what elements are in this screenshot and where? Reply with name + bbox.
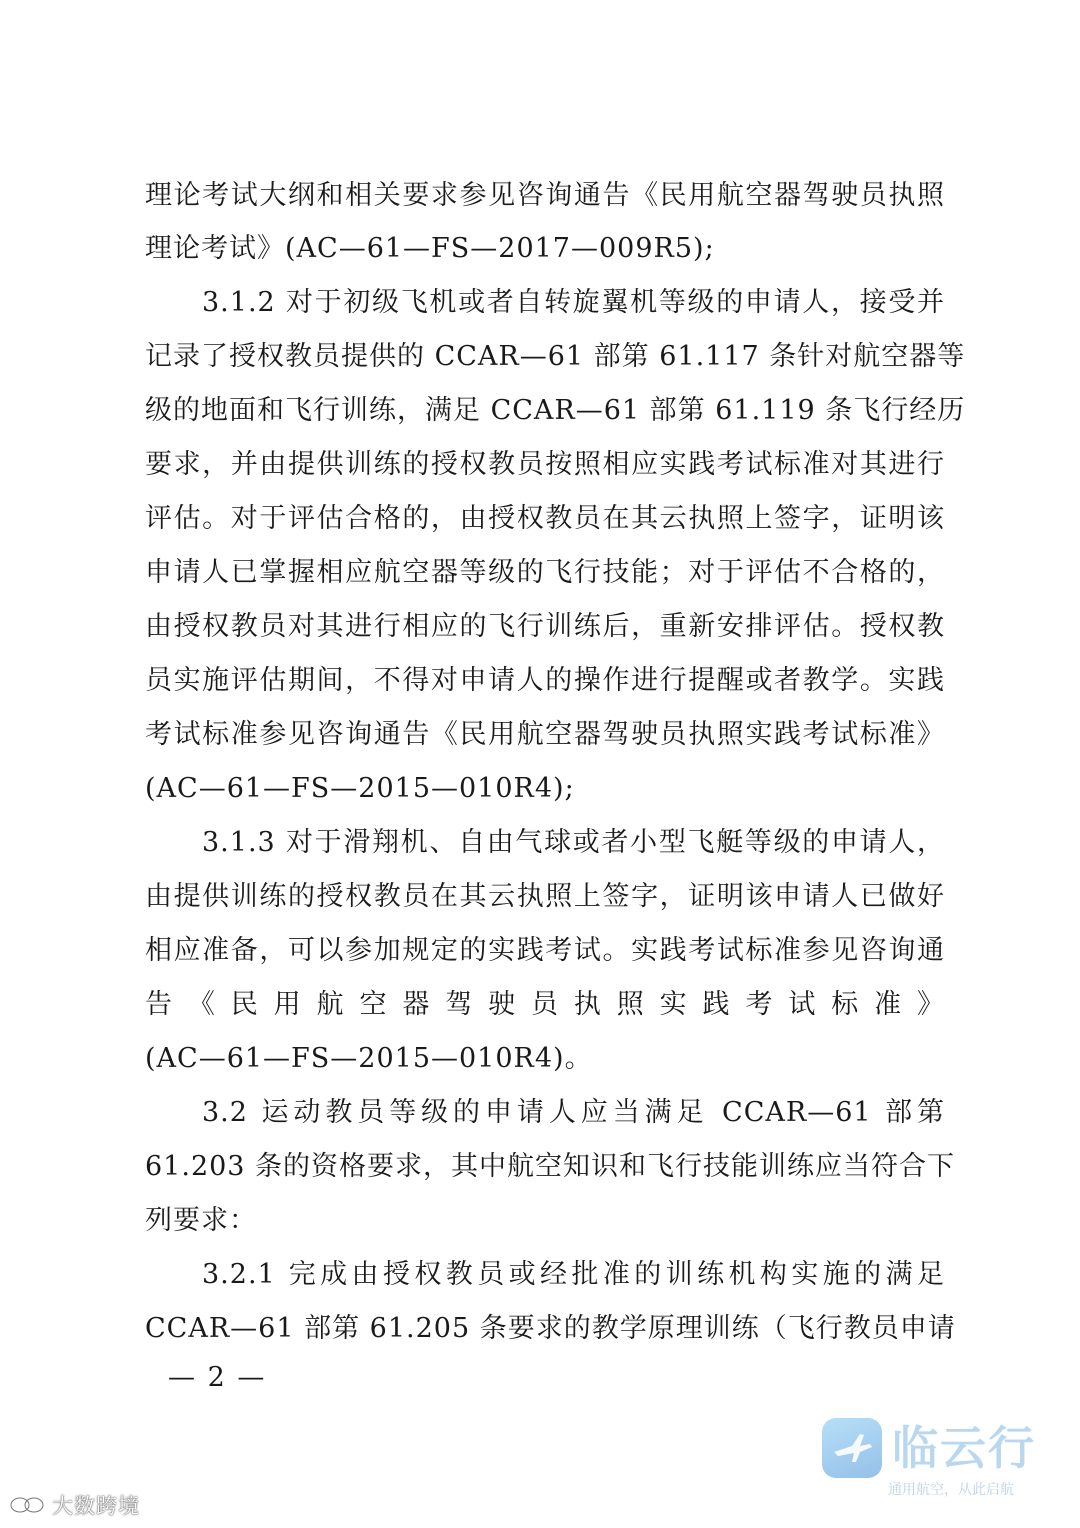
text-line-14: 由提供训练的授权教员在其云执照上签字，证明该申请人已做好 <box>145 881 945 912</box>
watermark-left <box>8 1490 140 1520</box>
watermark-slogan: 通用航空，从此启航 <box>888 1482 1014 1498</box>
chain-link-icon <box>8 1494 46 1516</box>
watermark-left-text: 大数跨境 <box>52 1494 140 1518</box>
watermark-logo <box>822 1418 1062 1508</box>
text-line-5: 级的地面和飞行训练，满足 CCAR—61 部第 61.119 条飞行经历 <box>145 395 966 426</box>
text-line-17: (AC—61—FS—2015—010R4)。 <box>145 1043 593 1074</box>
text-line-6: 要求，并由提供训练的授权教员按照相应实践考试标准对其进行 <box>145 449 945 480</box>
text-line-18: 3.2 运动教员等级的申请人应当满足 CCAR—61 部第 <box>202 1097 945 1128</box>
text-line-9: 由授权教员对其进行相应的飞行训练后，重新安排评估。授权教 <box>145 611 945 642</box>
text-line-21: 3.2.1 完成由授权教员或经批准的训练机构实施的满足 <box>202 1259 945 1290</box>
text-line-7: 评估。对于评估合格的，由授权教员在其云执照上签字，证明该 <box>145 503 945 534</box>
text-line-10: 员实施评估期间，不得对申请人的操作进行提醒或者教学。实践 <box>145 665 945 696</box>
watermark-brand: 临云行 <box>892 1421 1036 1475</box>
text-line-22: CCAR—61 部第 61.205 条要求的教学原理训练（飞行教员申请 <box>145 1313 956 1344</box>
airplane-icon <box>822 1418 882 1478</box>
text-line-1: 理论考试大纲和相关要求参见咨询通告《民用航空器驾驶员执照 <box>145 180 945 211</box>
text-line-12: (AC—61—FS—2015—010R4); <box>145 773 575 804</box>
text-line-20: 列要求： <box>145 1205 257 1236</box>
page-number: — 2 — <box>168 1362 267 1393</box>
text-line-11: 考试标准参见咨询通告《民用航空器驾驶员执照实践考试标准》 <box>145 719 945 750</box>
text-line-3: 3.1.2 对于初级飞机或者自转旋翼机等级的申请人，接受并 <box>202 287 945 318</box>
text-line-15: 相应准备，可以参加规定的实践考试。实践考试标准参见咨询通 <box>145 935 945 966</box>
text-line-13: 3.1.3 对于滑翔机、自由气球或者小型飞艇等级的申请人， <box>202 827 945 858</box>
text-line-19: 61.203 条的资格要求，其中航空知识和飞行技能训练应当符合下 <box>145 1151 956 1182</box>
text-line-8: 申请人已掌握相应航空器等级的飞行技能；对于评估不合格的， <box>145 557 945 588</box>
text-line-4: 记录了授权教员提供的 CCAR—61 部第 61.117 条针对航空器等 <box>145 341 966 372</box>
text-line-16: 告《民用航空器驾驶员执照实践考试标准》 <box>145 989 945 1020</box>
text-line-2: 理论考试》(AC—61—FS—2017—009R5); <box>145 233 715 264</box>
